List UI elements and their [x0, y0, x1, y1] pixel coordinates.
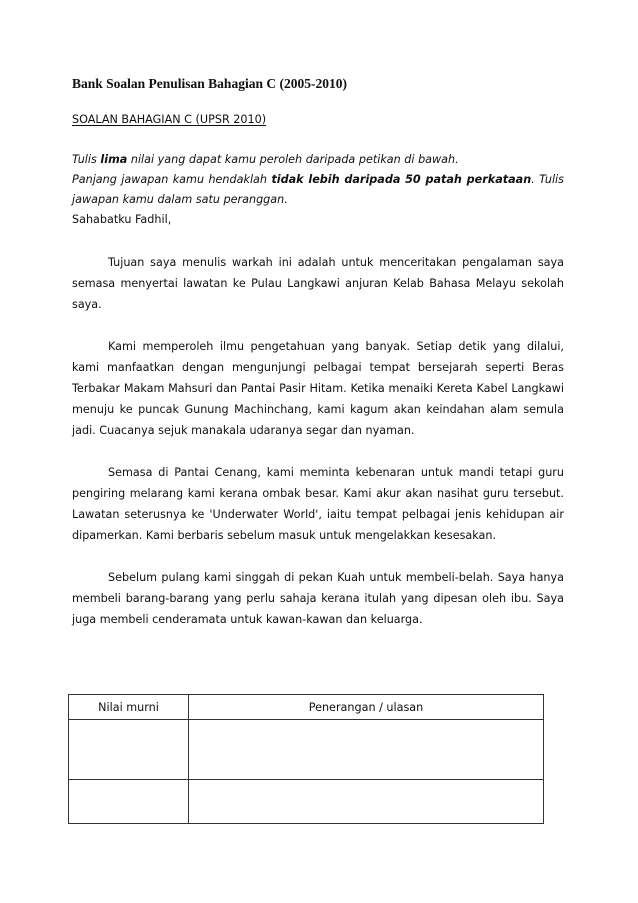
letter-paragraph: Kami memperoleh ilmu pengetahuan yang banyak. Setiap detik yang dilalui, kami manfaatkan dengan mengunjungi pelbagai tempat bersejarah seperti Beras Terbakar Makam Mahsuri dan Pantai Pasir Hitam. Ketika menaiki Kereta Kabel Langkawi menuju ke puncak Gunung Machinchang, kami kagum akan keindahan alam semula jadi. Cuacanya sejuk manakala udaranya segar dan nyaman.: [72, 340, 564, 437]
column-header-penerangan: Penerangan / ulasan: [189, 695, 544, 720]
answer-table: [68, 694, 544, 824]
letter-greeting: Sahabatku Fadhil,: [72, 213, 172, 226]
instruction-emphasis: lima: [100, 153, 128, 166]
letter-paragraph: Tujuan saya menulis warkah ini adalah untuk menceritakan pengalaman saya semasa menyertai lawatan ke Pulau Langkawi anjuran Kelab Bahasa Melayu sekolah saya.: [72, 256, 564, 311]
table-header-row: [69, 695, 544, 720]
instruction-emphasis: tidak lebih daripada 50 patah perkataan: [271, 173, 532, 186]
table-cell: [69, 720, 189, 780]
table-cell: [189, 720, 544, 780]
instructions: [72, 150, 564, 210]
instruction-text: . Tulis jawapan kamu dalam satu peranggan.: [72, 173, 564, 206]
instruction-text: nilai yang dapat kamu peroleh daripada petikan di bawah.: [127, 153, 459, 166]
column-header-nilai-murni: Nilai murni: [69, 695, 189, 720]
table-row: [69, 720, 544, 780]
table-row: [69, 780, 544, 824]
document-title: Bank Soalan Penulisan Bahagian C (2005-2010): [72, 76, 347, 91]
instruction-text: Tulis: [72, 153, 101, 166]
table-cell: [189, 780, 544, 824]
letter-paragraph: Semasa di Pantai Cenang, kami meminta kebenaran untuk mandi tetapi guru pengiring melarang kami kerana ombak besar. Kami akur akan nasihat guru tersebut. Lawatan seterusnya ke 'Underwater World', iaitu tempat pelbagai jenis kehidupan air dipamerkan. Kami berbaris sebelum masuk untuk mengelakkan kesesakan.: [72, 466, 564, 542]
letter-body: [72, 252, 564, 651]
table-cell: [69, 780, 189, 824]
instruction-text: Panjang jawapan kamu hendaklah: [72, 173, 272, 186]
letter-paragraph: Sebelum pulang kami singgah di pekan Kuah untuk membeli-belah. Saya hanya membeli barang-barang yang perlu sahaja kerana itulah yang dipesan oleh ibu. Saya juga membeli cenderamata untuk kawan-kawan dan keluarga.: [72, 571, 564, 626]
section-heading: SOALAN BAHAGIAN C (UPSR 2010): [72, 113, 267, 126]
